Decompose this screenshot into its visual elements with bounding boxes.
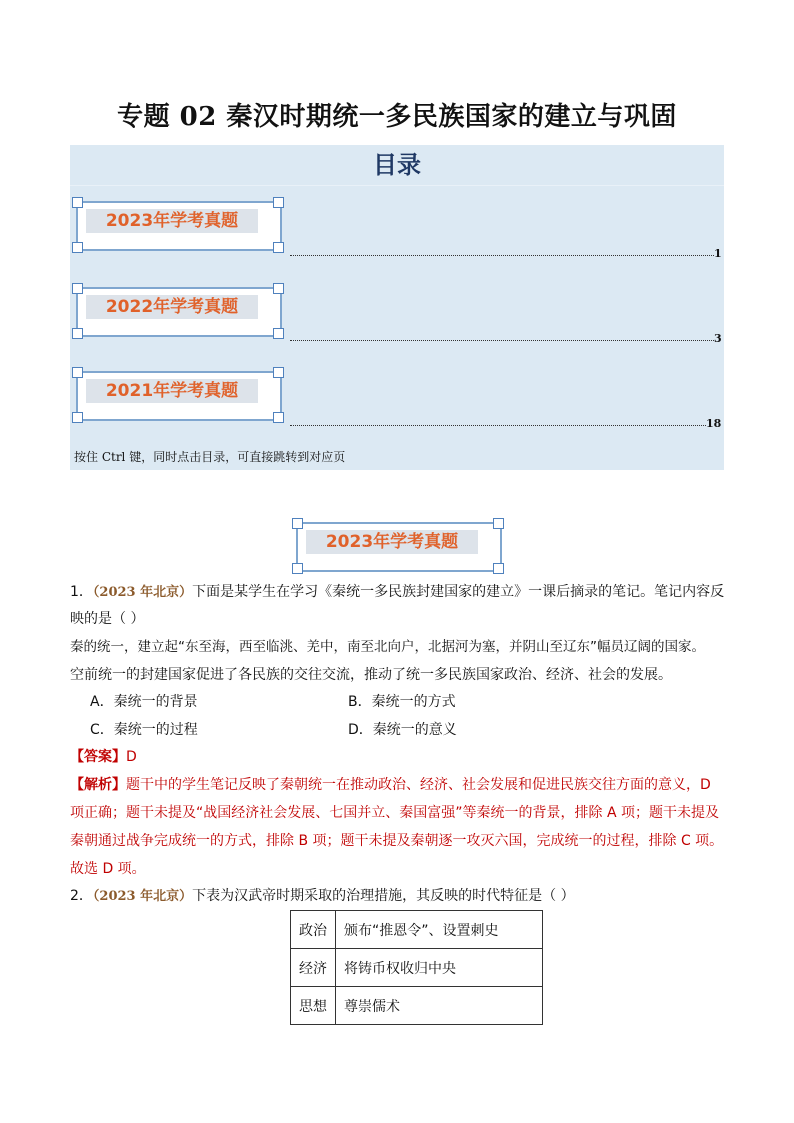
question-2 <box>70 886 730 907</box>
toc-note: 按住 Ctrl 键，同时点击目录，可直接跳转到对应页 <box>74 450 346 464</box>
analysis-key: 【解析】 <box>70 777 126 793</box>
toc-entry-label: 2021年学考真题 <box>86 379 258 403</box>
corner-icon <box>273 412 284 423</box>
measures-table <box>290 910 543 1025</box>
table-cell: 政治 <box>291 911 336 949</box>
table-cell: 将铸币权收归中央 <box>336 949 543 987</box>
toc-entry-2023[interactable] <box>72 197 284 253</box>
table-cell: 尊崇儒术 <box>336 987 543 1025</box>
page-title: 专题 02 秦汉时期统一多民族国家的建立与巩固 <box>117 102 677 132</box>
toc-page-number[interactable]: 1 <box>714 247 722 260</box>
corner-icon <box>273 197 284 208</box>
question-stem: 下面是某学生在学习《秦统一多民族封建国家的建立》一课后摘录的笔记。笔记内容反 <box>192 584 725 600</box>
answer-value: D <box>126 749 137 765</box>
section-badge <box>292 518 504 574</box>
answer-key: 【答案】 <box>70 749 126 765</box>
table-cell: 颁布“推恩令”、设置刺史 <box>336 911 543 949</box>
question-source: （2023 年北京） <box>92 585 193 600</box>
corner-icon <box>72 367 83 378</box>
corner-icon <box>493 518 504 529</box>
question-1 <box>70 582 730 685</box>
question-number: 1． <box>70 584 93 600</box>
table-row <box>291 911 543 949</box>
corner-icon <box>273 328 284 339</box>
analysis-block <box>70 775 730 879</box>
corner-icon <box>493 563 504 574</box>
analysis-text: 题干中的学生笔记反映了秦朝统一在推动政治、经济、社会发展和促进民族交往方面的意义，D <box>126 777 711 793</box>
analysis-text: 秦朝通过战争完成统一的方式，排除 B 项；题干未提及秦朝逐一攻灭六国，完成统一的过程，排除 C 项。 <box>70 833 724 849</box>
table-cell: 思想 <box>291 987 336 1025</box>
toc-heading: 目录 <box>373 151 421 179</box>
toc-leader-dots <box>290 255 714 256</box>
question-number: 2． <box>70 888 93 904</box>
toc-entry-label: 2023年学考真题 <box>86 209 258 233</box>
corner-icon <box>72 328 83 339</box>
table-row <box>291 949 543 987</box>
corner-icon <box>273 367 284 378</box>
material-text: 秦的统一，建立起“东至海，西至临洮、羌中，南至北向户，北据河为塞，并阴山至辽东”幅员辽阔的国家。 <box>70 639 705 655</box>
toc-page-number[interactable]: 3 <box>714 332 722 345</box>
toc-entry-2022[interactable] <box>72 283 284 339</box>
material-text: 空前统一的封建国家促进了各民族的交往交流，推动了统一多民族国家政治、经济、社会的发展。 <box>70 667 672 683</box>
analysis-text: 项正确；题干未提及“战国经济社会发展、七国并立、秦国富强”等秦统一的背景，排除 A 项；题干未提及 <box>70 805 719 821</box>
question-stem: 下表为汉武帝时期采取的治理措施，其反映的时代特征是（ ） <box>192 888 575 904</box>
toc-entry-2021[interactable] <box>72 367 284 423</box>
corner-icon <box>72 283 83 294</box>
option-b[interactable]: B．秦统一的方式 <box>348 694 456 710</box>
table-row <box>291 987 543 1025</box>
question-source: （2023 年北京） <box>92 889 193 904</box>
section-label: 2023年学考真题 <box>306 530 478 554</box>
corner-icon <box>273 242 284 253</box>
answer-line <box>70 747 137 767</box>
toc-page-number[interactable]: 18 <box>706 417 722 430</box>
analysis-text: 故选 D 项。 <box>70 861 146 877</box>
toc-entry-label: 2022年学考真题 <box>86 295 258 319</box>
table-cell: 经济 <box>291 949 336 987</box>
toc-leader-dots <box>290 425 706 426</box>
toc-leader-dots <box>290 340 714 341</box>
option-d[interactable]: D．秦统一的意义 <box>348 722 457 738</box>
toc-divider <box>70 185 724 187</box>
corner-icon <box>72 412 83 423</box>
table-of-contents <box>70 145 724 470</box>
option-a[interactable]: A．秦统一的背景 <box>90 694 198 710</box>
corner-icon <box>292 518 303 529</box>
corner-icon <box>273 283 284 294</box>
option-c[interactable]: C．秦统一的过程 <box>90 722 198 738</box>
corner-icon <box>72 197 83 208</box>
corner-icon <box>292 563 303 574</box>
question-stem-cont: 映的是（ ） <box>70 611 145 627</box>
corner-icon <box>72 242 83 253</box>
